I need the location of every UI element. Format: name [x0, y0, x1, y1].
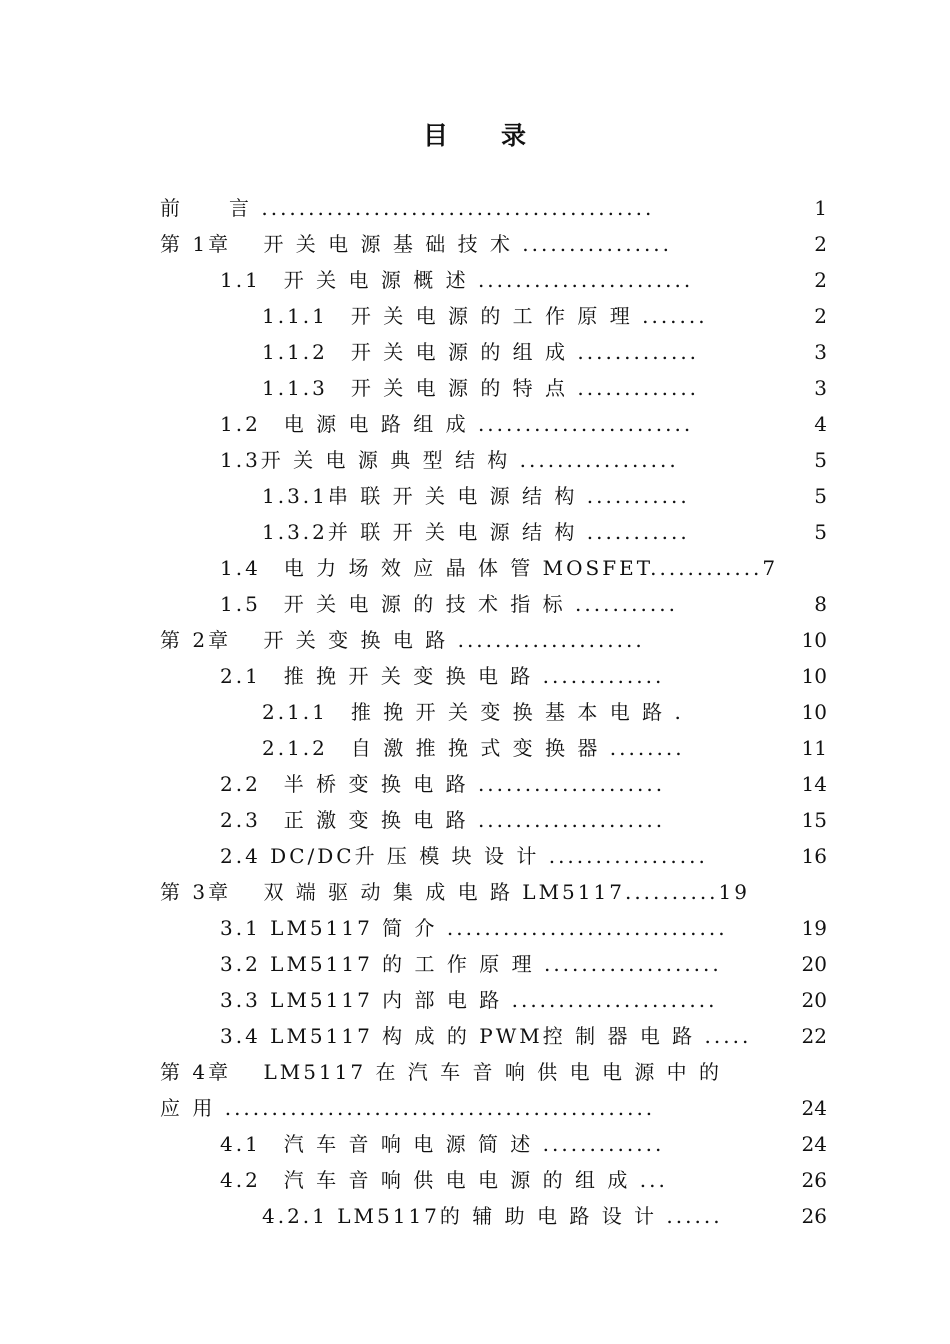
toc-entry-page: 24	[801, 1132, 827, 1156]
toc-entry	[0, 1126, 950, 1162]
toc-entry	[0, 298, 950, 334]
toc-entry	[0, 910, 950, 946]
page-title: 目 录	[422, 121, 527, 150]
toc-entry-title: 2.4 DC/DC升 压 模 块 设 计 .................	[220, 844, 708, 868]
toc-entry-title: 4.2 汽 车 音 响 供 电 电 源 的 组 成 ...	[220, 1168, 668, 1192]
toc-entry-title: 1.2 电 源 电 路 组 成 .......................	[220, 412, 694, 436]
toc-entry-title: 第 4章 LM5117 在 汽 车 音 响 供 电 电 源 中 的	[160, 1060, 723, 1084]
toc-entry-page: 26	[801, 1168, 827, 1192]
toc-entry-page: 2	[814, 268, 827, 292]
toc-entry-title: 1.3.1串 联 开 关 电 源 结 构 ...........	[262, 484, 690, 508]
toc-entry	[0, 1018, 950, 1054]
toc-entry	[0, 262, 950, 298]
toc-entry	[0, 1054, 950, 1090]
toc-entry-page: 5	[814, 484, 827, 508]
toc-entry-title: 1.1.2 开 关 电 源 的 组 成 .............	[262, 340, 700, 364]
toc-entry	[0, 766, 950, 802]
toc-entry	[0, 514, 950, 550]
toc-entry-title: 1.1 开 关 电 源 概 述 .......................	[220, 268, 694, 292]
toc-entry-title: 1.3开 关 电 源 典 型 结 构 .................	[220, 448, 679, 472]
toc-entry	[0, 1162, 950, 1198]
toc-entry-title: 1.1.1 开 关 电 源 的 工 作 原 理 .......	[262, 304, 708, 328]
toc-entry-title: 2.1 推 挽 开 关 变 换 电 路 .............	[220, 664, 665, 688]
toc-entry-title: 1.5 开 关 电 源 的 技 术 指 标 ...........	[220, 592, 678, 616]
toc-entry	[0, 1198, 950, 1234]
toc-entry-title: 2.1.1 推 挽 开 关 变 换 基 本 电 路 .	[262, 700, 684, 724]
toc-entry-page: 1	[814, 196, 827, 220]
toc-entry	[0, 1090, 950, 1126]
toc-entry	[0, 658, 950, 694]
toc-entry-page: 10	[801, 664, 827, 688]
toc-entry	[0, 334, 950, 370]
toc-entry-title: 第 1章 开 关 电 源 基 础 技 术 ................	[160, 232, 673, 256]
toc-entry-title: 应 用 ..............................................	[160, 1096, 656, 1120]
toc-entry	[0, 874, 950, 910]
toc-entry-page: 15	[801, 808, 827, 832]
toc-entry	[0, 694, 950, 730]
toc-entry-page: 19	[801, 916, 827, 940]
toc-entry	[0, 802, 950, 838]
toc-entry-title: 2.3 正 激 变 换 电 路 ....................	[220, 808, 666, 832]
toc-entry-page: 3	[814, 376, 827, 400]
toc-entry-title: 3.4 LM5117 构 成 的 PWM控 制 器 电 路 .....	[220, 1024, 752, 1048]
toc-entry-page: 4	[814, 412, 827, 436]
toc-entry	[0, 730, 950, 766]
toc-entry	[0, 982, 950, 1018]
toc-entry-title: 3.1 LM5117 简 介 ..............................	[220, 916, 728, 940]
toc-entry-title: 3.2 LM5117 的 工 作 原 理 ...................	[220, 952, 722, 976]
toc-entry-title: 4.1 汽 车 音 响 电 源 简 述 .............	[220, 1132, 665, 1156]
toc-entry-title: 1.1.3 开 关 电 源 的 特 点 .............	[262, 376, 700, 400]
toc-entry-page: 16	[801, 844, 827, 868]
toc-entry-page: 10	[801, 628, 827, 652]
toc-entry-title: 第 3章 双 端 驱 动 集 成 电 路 LM5117..........19	[160, 880, 750, 904]
toc-entry	[0, 946, 950, 982]
toc-entry-page: 20	[801, 988, 827, 1012]
toc-entry-page: 20	[801, 952, 827, 976]
toc-entry-page: 2	[814, 232, 827, 256]
toc-entry-page: 26	[801, 1204, 827, 1228]
toc-entry-title: 1.4 电 力 场 效 应 晶 体 管 MOSFET............7	[220, 556, 779, 580]
toc-entry	[0, 838, 950, 874]
toc-entry-page: 3	[814, 340, 827, 364]
toc-entry	[0, 622, 950, 658]
toc-entry-page: 2	[814, 304, 827, 328]
toc-entry-title: 1.3.2并 联 开 关 电 源 结 构 ...........	[262, 520, 690, 544]
toc-entry-title: 3.3 LM5117 内 部 电 路 ......................	[220, 988, 718, 1012]
toc-entry	[0, 226, 950, 262]
toc-entry-title: 2.2 半 桥 变 换 电 路 ....................	[220, 772, 666, 796]
toc-entry-page: 5	[814, 448, 827, 472]
toc-entry	[0, 370, 950, 406]
toc-entry-page: 22	[801, 1024, 827, 1048]
toc-entry-page: 8	[814, 592, 827, 616]
toc-entry	[0, 478, 950, 514]
toc-entry	[0, 550, 950, 586]
toc-entry	[0, 586, 950, 622]
toc-entry-title: 4.2.1 LM5117的 辅 助 电 路 设 计 ......	[262, 1204, 723, 1228]
toc-entry	[0, 406, 950, 442]
toc-entry-title: 2.1.2 自 激 推 挽 式 变 换 器 ........	[262, 736, 685, 760]
toc-entry-page: 5	[814, 520, 827, 544]
toc-entry-page: 14	[801, 772, 827, 796]
toc-entry-page: 24	[801, 1096, 827, 1120]
toc-entry-title: 前 言 ..........................................	[160, 196, 655, 220]
toc-entry-page: 11	[801, 736, 827, 760]
toc-entry	[0, 442, 950, 478]
toc-entry	[0, 190, 950, 226]
toc-entry-title: 第 2章 开 关 变 换 电 路 ....................	[160, 628, 645, 652]
toc-entry-page: 10	[801, 700, 827, 724]
